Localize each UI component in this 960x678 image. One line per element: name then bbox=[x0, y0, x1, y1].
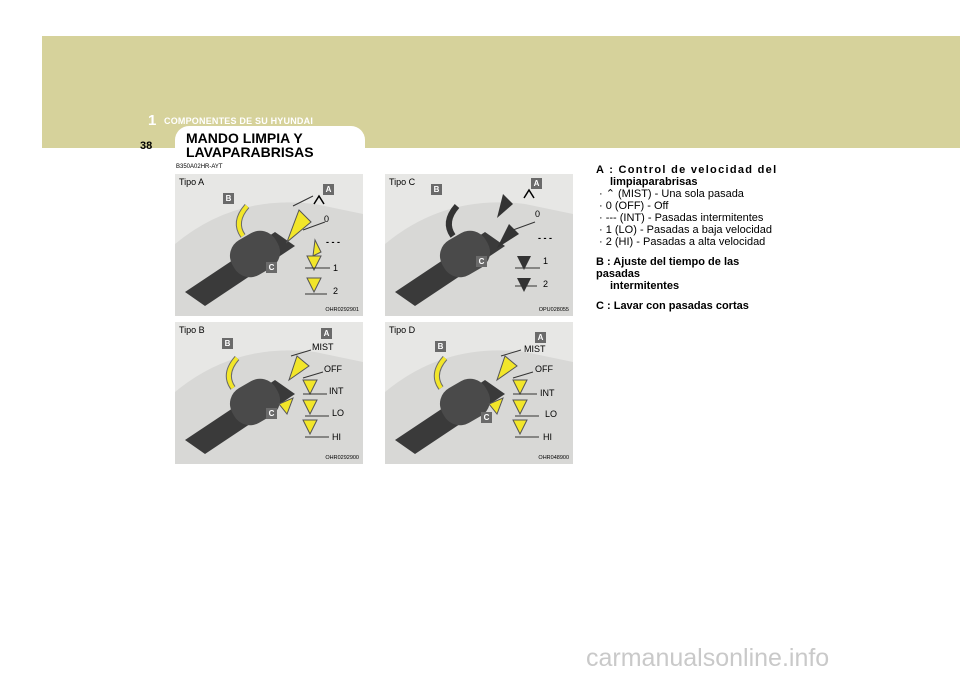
c-title: C : Lavar con pasadas cortas bbox=[596, 300, 749, 312]
position-int: - - - bbox=[326, 237, 340, 247]
reference-code: B350A02HR-AYT bbox=[176, 164, 223, 170]
label-c: C bbox=[481, 412, 492, 423]
position-1: 1 bbox=[333, 263, 339, 273]
position-int: INT bbox=[329, 386, 344, 396]
a-item: · --- (INT) - Pasadas intermitentes bbox=[599, 212, 764, 224]
label-a: A bbox=[531, 178, 542, 189]
label-b: B bbox=[222, 338, 233, 349]
position-off: OFF bbox=[324, 364, 342, 374]
label-a: A bbox=[321, 328, 332, 339]
section-title-line1: MANDO LIMPIA Y bbox=[186, 130, 303, 146]
label-a: A bbox=[323, 184, 334, 195]
figure-type-label: Tipo C bbox=[389, 177, 416, 187]
position-2: 2 bbox=[543, 279, 549, 289]
a-item: · 0 (OFF) - Off bbox=[599, 200, 669, 212]
a-title: A : Control de velocidad del bbox=[596, 164, 778, 176]
chapter-number: 1 bbox=[148, 112, 157, 129]
position-hi: HI bbox=[332, 432, 341, 442]
b-title: B : Ajuste del tiempo de las pasadas bbox=[596, 256, 740, 280]
label-c: C bbox=[266, 408, 277, 419]
figure-image-code: OHR048900 bbox=[538, 455, 569, 461]
a-item: · ⌃ (MIST) - Una sola pasada bbox=[599, 188, 744, 200]
page-number: 38 bbox=[140, 140, 153, 152]
position-int: - - - bbox=[538, 233, 552, 243]
figure-type-label: Tipo A bbox=[179, 177, 205, 187]
label-c: C bbox=[266, 262, 277, 273]
label-a: A bbox=[535, 332, 546, 343]
b-title-cont: intermitentes bbox=[610, 280, 680, 292]
position-lo: LO bbox=[332, 408, 345, 418]
position-0: 0 bbox=[535, 209, 541, 219]
position-0: 0 bbox=[324, 214, 330, 224]
section-title-line2: LAVAPARABRISAS bbox=[186, 144, 314, 160]
section-title bbox=[186, 131, 356, 159]
description bbox=[596, 164, 786, 312]
label-b: B bbox=[435, 341, 446, 352]
position-lo: LO bbox=[545, 409, 558, 419]
position-1: 1 bbox=[543, 256, 549, 266]
position-mist: MIST bbox=[312, 342, 334, 352]
label-c: C bbox=[476, 256, 487, 267]
label-b: B bbox=[431, 184, 442, 195]
figure-image-code: OHR0292900 bbox=[325, 455, 359, 461]
figure-type-label: Tipo B bbox=[179, 325, 205, 335]
position-2: 2 bbox=[333, 286, 339, 296]
watermark: carmanualsonline.info bbox=[586, 644, 830, 672]
position-int: INT bbox=[540, 388, 555, 398]
a-item: · 2 (HI) - Pasadas a alta velocidad bbox=[599, 236, 766, 248]
figure-image-code: OPU028055 bbox=[538, 307, 569, 313]
figure-tipo-d bbox=[385, 322, 573, 464]
figure-tipo-a bbox=[175, 174, 363, 316]
figure-type-label: Tipo D bbox=[389, 325, 416, 335]
label-b: B bbox=[223, 193, 234, 204]
figure-tipo-b bbox=[175, 322, 363, 464]
figure-tipo-c bbox=[385, 174, 573, 316]
position-hi: HI bbox=[543, 432, 552, 442]
position-mist: MIST bbox=[524, 344, 546, 354]
chapter-title: COMPONENTES DE SU HYUNDAI bbox=[164, 116, 314, 126]
wiper-lever-illustration bbox=[385, 174, 573, 316]
position-off: OFF bbox=[535, 364, 553, 374]
a-title-cont: limpiaparabrisas bbox=[610, 176, 698, 188]
a-item: · 1 (LO) - Pasadas a baja velocidad bbox=[599, 224, 773, 236]
figure-image-code: OHR0292901 bbox=[325, 307, 359, 313]
